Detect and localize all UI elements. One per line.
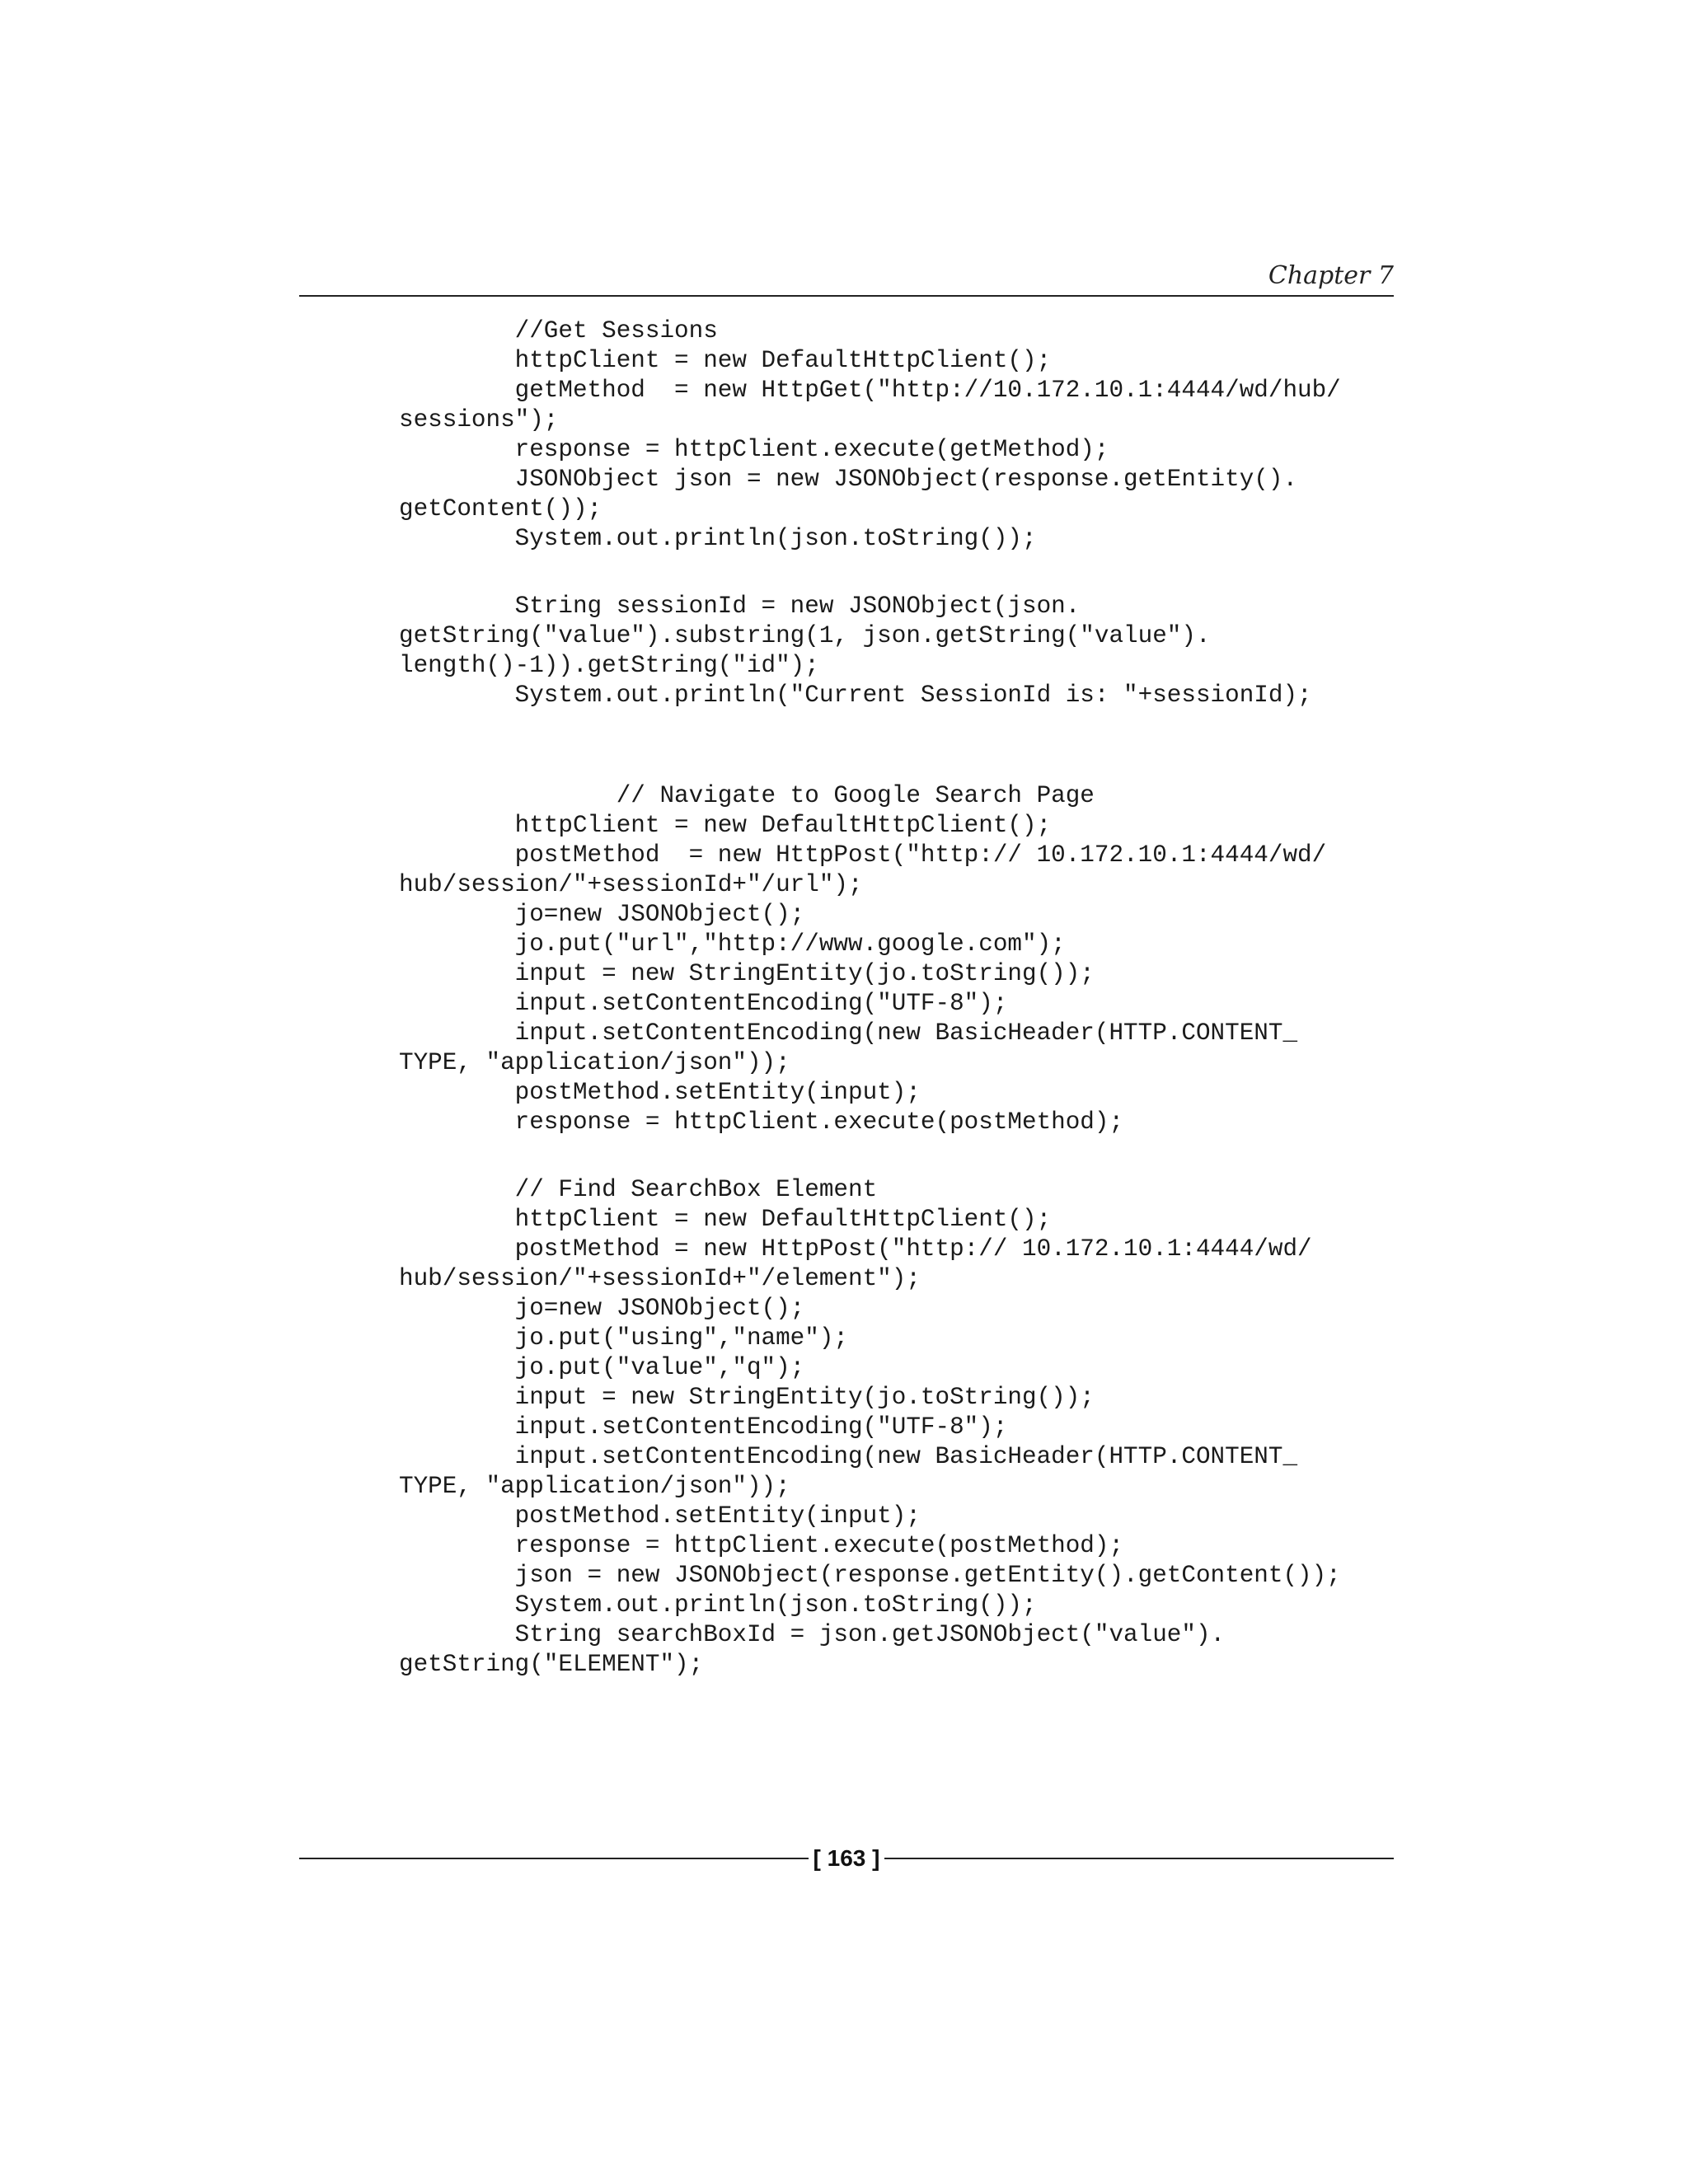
code-line: getString("value").substring(1, json.getString("value").	[399, 622, 1211, 649]
page-footer	[299, 1842, 1394, 1875]
chapter-label: Chapter 7	[1268, 261, 1394, 290]
code-line: httpClient = new DefaultHttpClient();	[399, 1206, 1052, 1233]
code-line: input.setContentEncoding(new BasicHeader(HTTP.CONTENT_	[399, 1443, 1298, 1470]
code-line: postMethod.setEntity(input);	[399, 1079, 921, 1106]
code-line: jo=new JSONObject();	[399, 1295, 805, 1322]
code-line: getString("ELEMENT");	[399, 1651, 704, 1678]
code-line: // Navigate to Google Search Page	[399, 782, 1095, 809]
code-line: json = new JSONObject(response.getEntity().getContent());	[399, 1562, 1341, 1589]
blank-line	[399, 1137, 1413, 1175]
code-listing	[399, 316, 1413, 1680]
code-line: httpClient = new DefaultHttpClient();	[399, 812, 1052, 839]
code-line: JSONObject json = new JSONObject(response.getEntity().	[399, 466, 1298, 493]
code-line: sessions");	[399, 406, 559, 434]
code-line: System.out.println(json.toString());	[399, 1591, 1037, 1619]
code-line: TYPE, "application/json"));	[399, 1473, 790, 1500]
footer-rule-right	[884, 1858, 1394, 1859]
code-line: response = httpClient.execute(getMethod);	[399, 436, 1109, 463]
code-line: TYPE, "application/json"));	[399, 1049, 790, 1076]
code-line: response = httpClient.execute(postMethod);	[399, 1108, 1124, 1136]
code-line: System.out.println("Current SessionId is: "+sessionId);	[399, 682, 1312, 709]
code-line: postMethod = new HttpPost("http:// 10.172.10.1:4444/wd/	[399, 841, 1327, 869]
page-number: [ 163 ]	[813, 1845, 880, 1871]
running-header	[299, 257, 1394, 297]
footer-rule-left	[299, 1858, 809, 1859]
code-line: jo=new JSONObject();	[399, 901, 805, 928]
code-line: jo.put("url","http://www.google.com");	[399, 930, 1066, 958]
code-line: hub/session/"+sessionId+"/element");	[399, 1265, 921, 1292]
code-line: input.setContentEncoding("UTF-8");	[399, 1413, 1008, 1441]
code-line: postMethod.setEntity(input);	[399, 1502, 921, 1530]
code-line: jo.put("value","q");	[399, 1354, 805, 1381]
blank-line	[399, 554, 1413, 592]
code-line: hub/session/"+sessionId+"/url");	[399, 871, 863, 898]
code-line: getMethod = new HttpGet("http://10.172.10.1:4444/wd/hub/	[399, 377, 1341, 404]
code-line: input.setContentEncoding(new BasicHeader(HTTP.CONTENT_	[399, 1019, 1298, 1047]
code-line: getContent());	[399, 495, 603, 523]
code-line: // Find SearchBox Element	[399, 1176, 878, 1203]
code-line: input = new StringEntity(jo.toString());	[399, 960, 1095, 987]
code-line: response = httpClient.execute(postMethod);	[399, 1532, 1124, 1559]
code-line: //Get Sessions	[399, 317, 718, 344]
code-line: input.setContentEncoding("UTF-8");	[399, 990, 1008, 1017]
code-line: String sessionId = new JSONObject(json.	[399, 593, 1081, 620]
code-line: postMethod = new HttpPost("http:// 10.172.10.1:4444/wd/	[399, 1235, 1312, 1263]
code-line: input = new StringEntity(jo.toString());	[399, 1384, 1095, 1411]
blank-line	[399, 710, 1413, 781]
code-line: String searchBoxId = json.getJSONObject("value").	[399, 1621, 1226, 1648]
code-line: System.out.println(json.toString());	[399, 525, 1037, 552]
code-line: length()-1)).getString("id");	[399, 652, 819, 679]
code-line: httpClient = new DefaultHttpClient();	[399, 347, 1052, 374]
code-line: jo.put("using","name");	[399, 1324, 849, 1352]
